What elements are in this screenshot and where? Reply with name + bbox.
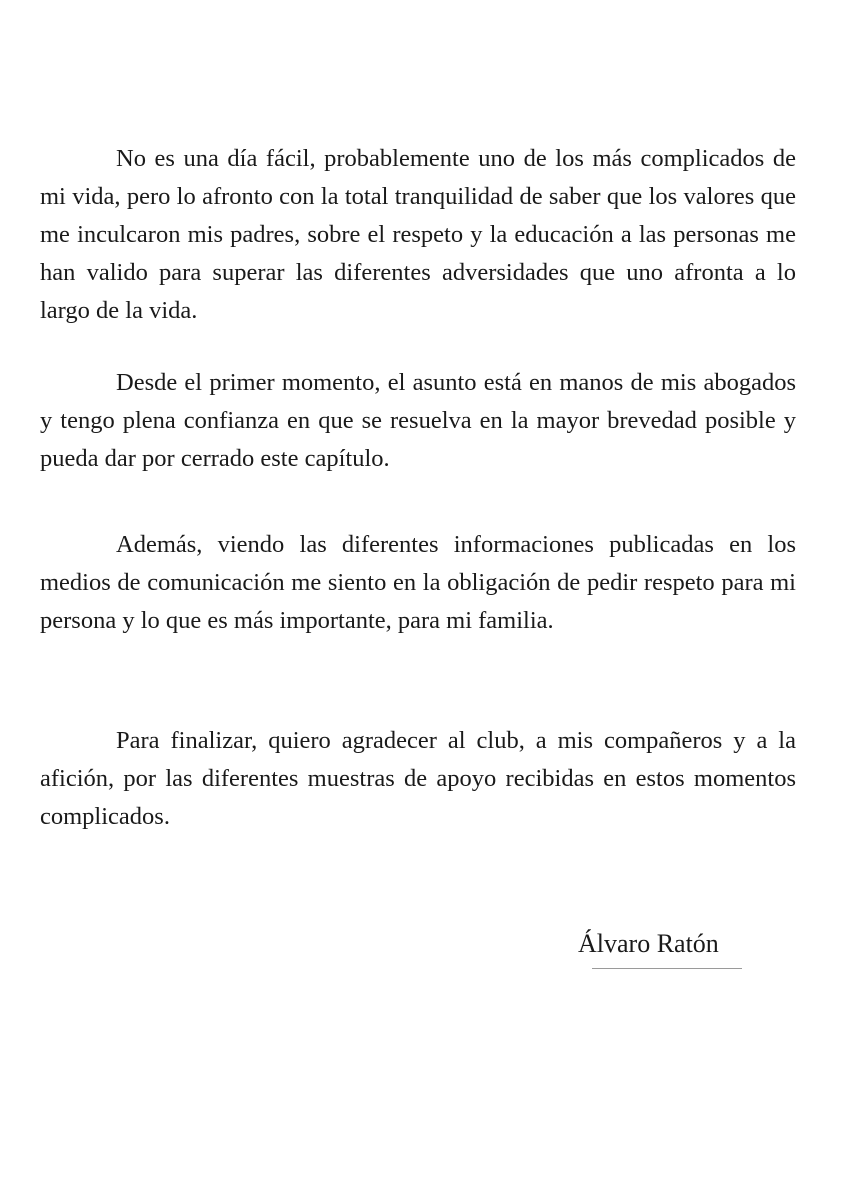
signature-line: [592, 968, 742, 969]
paragraph-2: Desde el primer momento, el asunto está en manos de mis abogados y tengo plena confianza en que se resuelva en la mayor brevedad posible y pueda dar por cerrado este capítulo.: [40, 369, 796, 472]
paragraph-4: Para finalizar, quiero agradecer al club, a mis compañeros y a la afición, por las diferentes muestras de apoyo recibidas en estos momentos complicados.: [40, 727, 796, 830]
signature-block: [578, 924, 758, 969]
paragraph-3: Además, viendo las diferentes informaciones publicadas en los medios de comunicación me siento en la obligación de pedir respeto para mi persona y lo que es más importante, para mi familia.: [40, 531, 796, 634]
signature-name: Álvaro Ratón: [578, 929, 719, 958]
paragraph-1: No es una día fácil, probablemente uno de los más complicados de mi vida, pero lo afronto con la total tranquilidad de saber que los valores que me inculcaron mis padres, sobre el respeto y la educación a las personas me han valido para superar las diferentes adversidades que uno afronta a lo largo de la vida.: [40, 145, 796, 324]
